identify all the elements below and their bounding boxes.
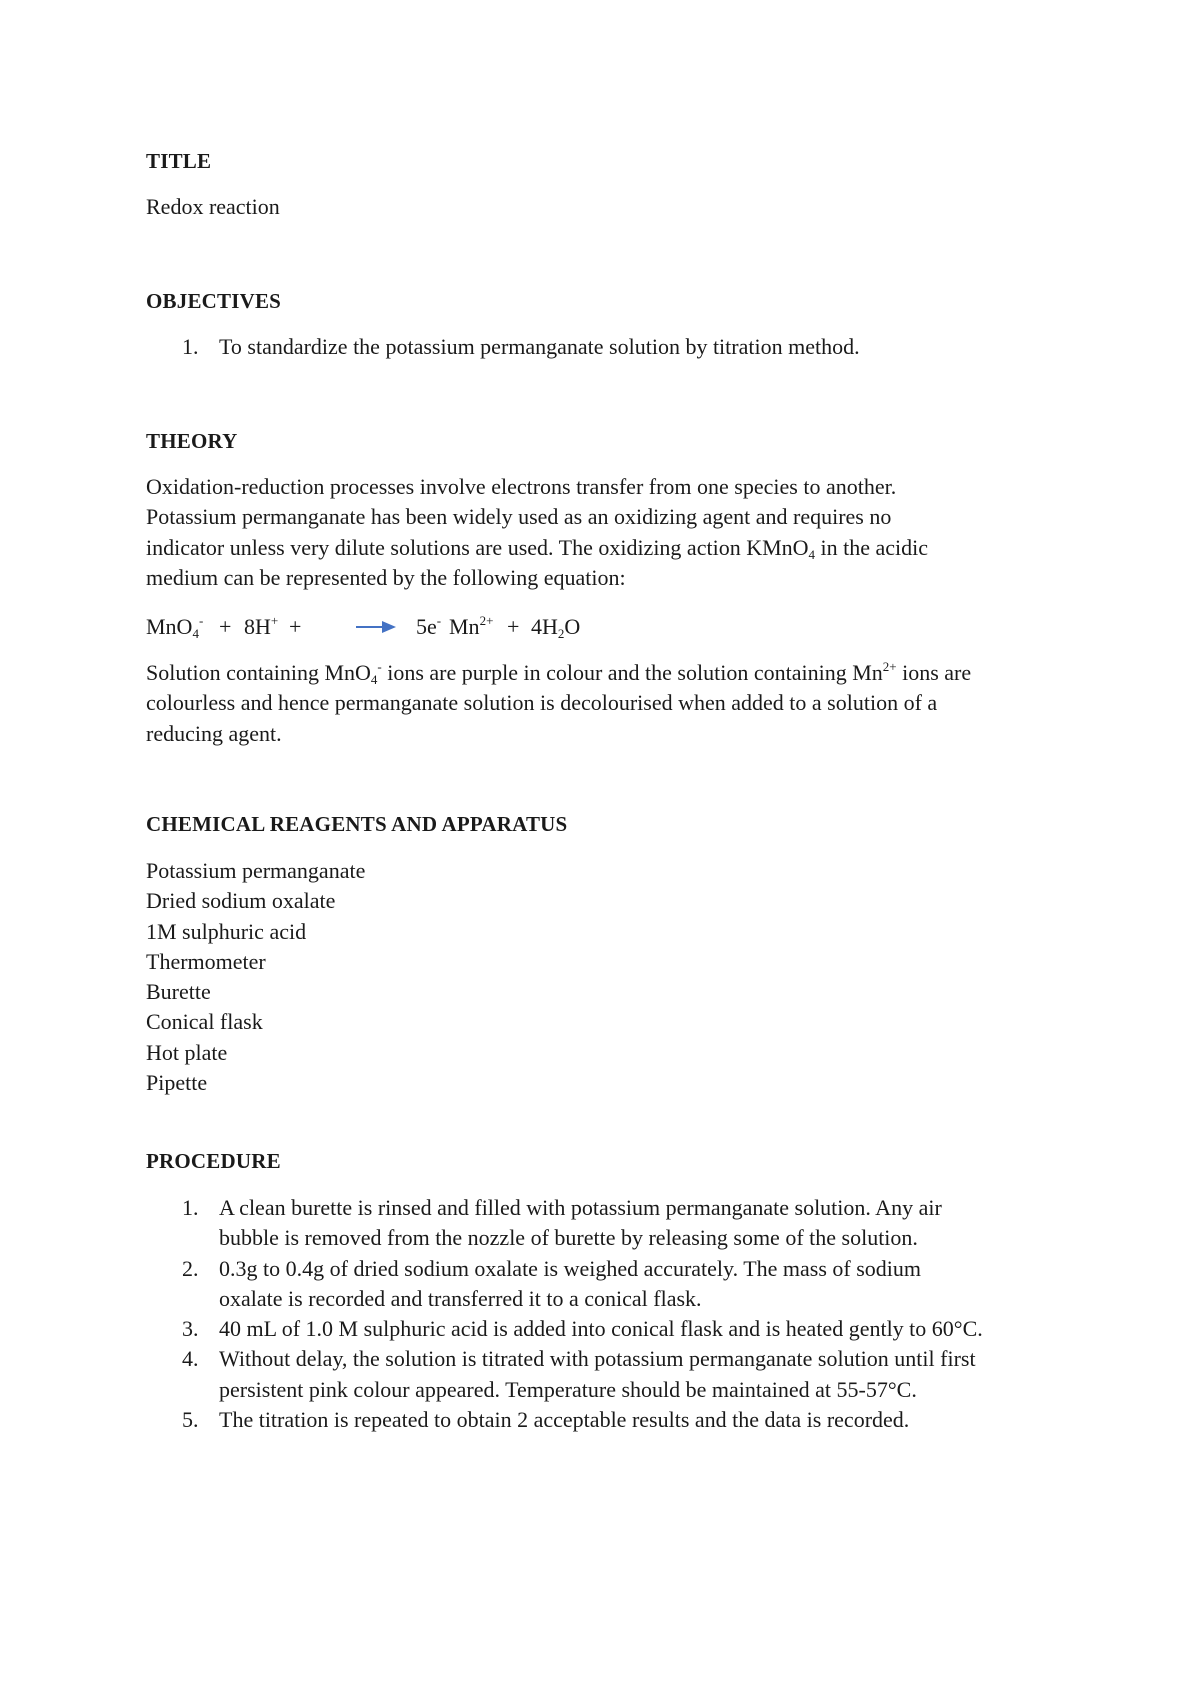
equation-product-manganese: $Mn^{2+}$ [449,613,494,639]
superscript: - [377,659,382,674]
equation-reactant-hydrogen: 8H+ [244,613,279,639]
list-item-number: 3. [182,1316,199,1342]
list-item-line: A clean burette is rinsed and filled with potassium permanganate solution. Any air [219,1195,942,1220]
procedure-heading: PROCEDURE [146,1149,281,1173]
text-run: ions are purple in colour and the solution containing Mn [381,660,883,685]
list-item-number: 4. [182,1346,199,1372]
list-item: Conical flask [146,1009,263,1035]
list-item-text: To standardize the potassium permanganate solution by titration method. [219,334,860,359]
reagents-heading: CHEMICAL REAGENTS AND APPARATUS [146,812,568,836]
list-item-line: bubble is removed from the nozzle of burette by releasing some of the solution. [219,1225,918,1251]
title-heading: TITLE [146,149,212,173]
procedure-list [146,1193,983,1435]
reagents-list [146,856,365,1098]
theory-paragraph-1 [146,472,928,593]
list-item: Burette [146,979,211,1005]
objectives-list [146,332,860,362]
list-item-line: The titration is repeated to obtain 2 acceptable results and the data is recorded. [219,1407,910,1433]
redox-equation [146,612,606,642]
list-item-number: 2. [182,1255,199,1281]
list-item-line: Without delay, the solution is titrated with potassium permanganate solution until first [219,1346,976,1372]
text-run: Solution containing MnO [146,660,371,685]
superscript: 2+ [882,659,897,674]
title-text: Redox reaction [146,194,280,219]
list-item-line: oxalate is recorded and transferred it to a conical flask. [219,1285,702,1311]
list-item-line: 0.3g to 0.4g of dried sodium oxalate is weighed accurately. The mass of sodium [219,1255,922,1281]
list-item: Dried sodium oxalate [146,888,336,914]
subscript: 4 [808,546,816,562]
equation-reactant-permanganate: MnO$_4$- [146,613,204,641]
paragraph-line: medium can be represented by the following equation: [146,564,626,590]
list-item [146,332,860,362]
list-item-line: 40 mL of 1.0 M sulphuric acid is added into conical flask and is heated gently to 60°C. [219,1316,983,1342]
list-item: Hot plate [146,1039,228,1065]
list-item [146,1314,983,1344]
equation-electrons: 5e- [416,613,442,639]
text-run: ions are [896,660,972,685]
theory-paragraph-2 [146,658,971,749]
text-run: in the acidic [815,534,929,560]
subscript: 4 [370,672,378,687]
equation-plus: + [219,614,232,639]
paragraph-line: colourless and hence permanganate solution is decolourised when added to a solution of a [146,690,938,716]
paragraph-line: Potassium permanganate has been widely used as an oxidizing agent and requires no [146,504,892,530]
paragraph-line [146,658,971,688]
paragraph-line: reducing agent. [146,720,282,746]
list-item-number: 1. [182,1195,199,1220]
list-item: Pipette [146,1070,208,1096]
equation-plus: + [507,614,520,639]
list-item [146,1254,983,1315]
equation-plus: + [289,614,302,639]
text-run: indicator unless very dilute solutions are used. The oxidizing action KMnO [146,534,809,560]
list-item [146,1405,983,1435]
list-item: Potassium permanganate [146,858,366,883]
list-item: 1M sulphuric acid [146,918,307,944]
list-item: Thermometer [146,948,266,974]
paragraph-line: Oxidation-reduction processes involve electrons transfer from one species to another. [146,474,897,499]
list-item-number: 5. [182,1407,199,1433]
equation-product-water: $4H_2O$ [531,614,581,641]
list-item-line: persistent pink colour appeared. Temperature should be maintained at 55-57°C. [219,1376,917,1402]
list-item [146,1344,983,1405]
list-item [146,1193,983,1254]
theory-heading: THEORY [146,429,238,453]
reaction-arrow-icon [356,619,396,635]
paragraph-line [146,533,928,563]
objectives-heading: OBJECTIVES [146,289,282,313]
list-item-number: 1. [182,334,199,359]
